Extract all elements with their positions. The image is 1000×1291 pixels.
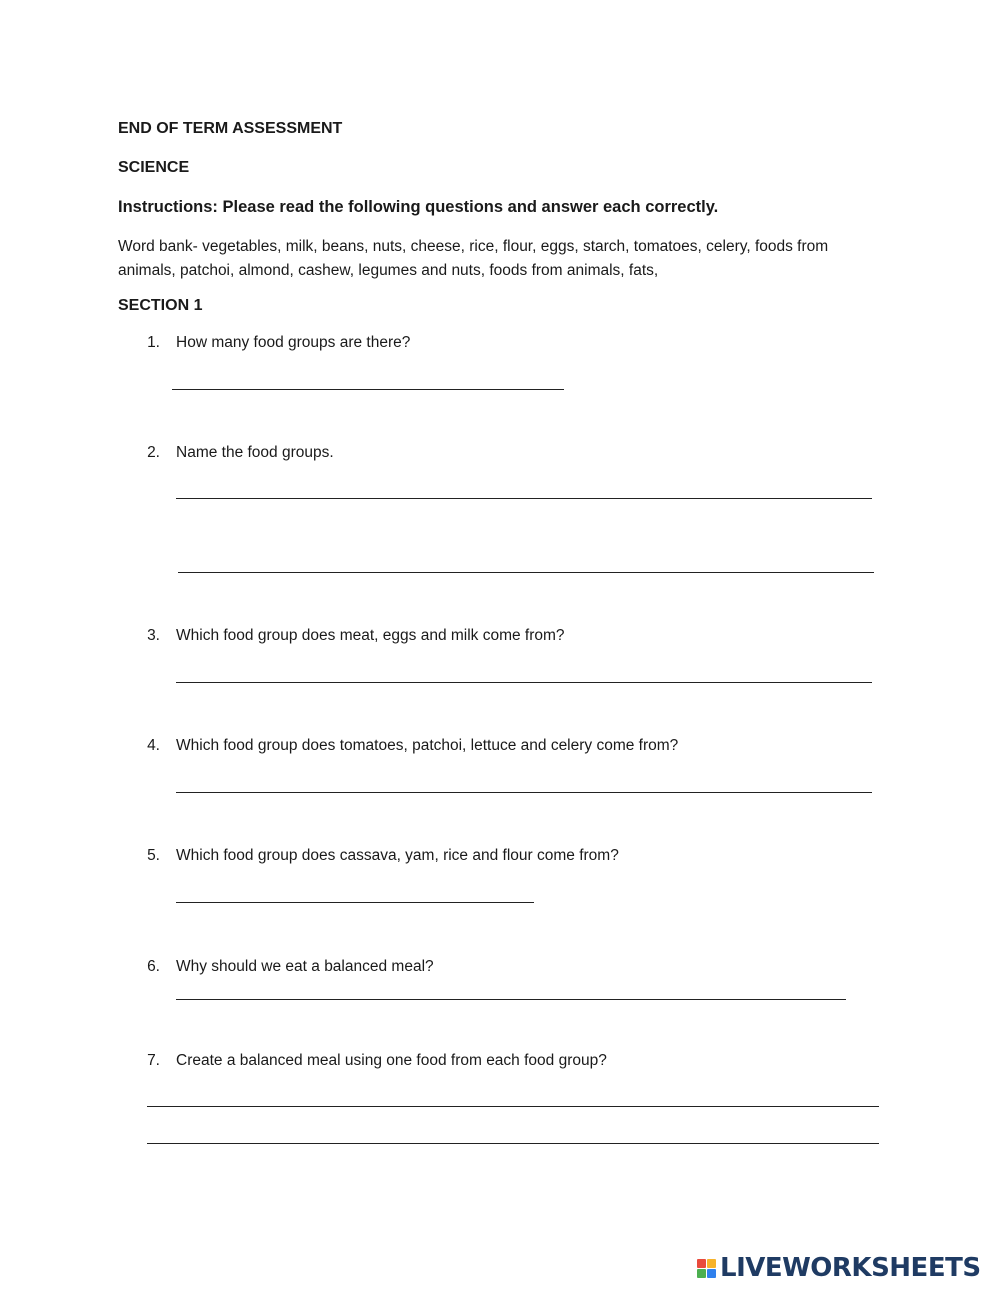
question-number: 7.	[147, 1052, 160, 1069]
logo-block	[707, 1269, 716, 1278]
answer-line[interactable]	[147, 1143, 879, 1144]
logo-block	[697, 1259, 706, 1268]
question-number: 3.	[147, 627, 160, 644]
question-text: Which food group does tomatoes, patchoi, lettuce and celery come from?	[176, 737, 679, 754]
word-bank	[118, 235, 898, 283]
page-title: END OF TERM ASSESSMENT	[118, 120, 343, 137]
answer-line[interactable]	[176, 498, 872, 499]
question-number: 5.	[147, 847, 160, 864]
answer-line[interactable]	[147, 1106, 879, 1107]
word-bank-line-2: animals, patchoi, almond, cashew, legumes and nuts, foods from animals, fats,	[118, 262, 659, 279]
section-heading: SECTION 1	[118, 297, 203, 314]
logo-blocks-icon	[697, 1259, 716, 1278]
question-number: 2.	[147, 444, 160, 461]
answer-line[interactable]	[176, 902, 534, 903]
instructions: Instructions: Please read the following questions and answer each correctly.	[118, 198, 719, 216]
answer-line[interactable]	[178, 572, 874, 573]
word-bank-line-1: Word bank- vegetables, milk, beans, nuts, cheese, rice, flour, eggs, starch, tomatoes, celery, foods from	[118, 238, 829, 255]
question-text: Which food group does meat, eggs and milk come from?	[176, 627, 565, 644]
question-number: 4.	[147, 737, 160, 754]
liveworksheets-logo	[697, 1253, 981, 1283]
logo-block	[697, 1269, 706, 1278]
answer-line[interactable]	[176, 682, 872, 683]
question-text: Name the food groups.	[176, 444, 334, 461]
answer-line[interactable]	[176, 792, 872, 793]
question-text: How many food groups are there?	[176, 334, 411, 351]
logo-text: LIVEWORKSHEETS	[720, 1253, 981, 1283]
question-number: 6.	[147, 958, 160, 975]
question-number: 1.	[147, 334, 160, 351]
question-text: Why should we eat a balanced meal?	[176, 958, 434, 975]
answer-line[interactable]	[176, 999, 846, 1000]
subject-heading: SCIENCE	[118, 159, 190, 176]
answer-line[interactable]	[172, 389, 564, 390]
question-text: Create a balanced meal using one food from each food group?	[176, 1052, 607, 1069]
question-text: Which food group does cassava, yam, rice and flour come from?	[176, 847, 619, 864]
logo-block	[707, 1259, 716, 1268]
